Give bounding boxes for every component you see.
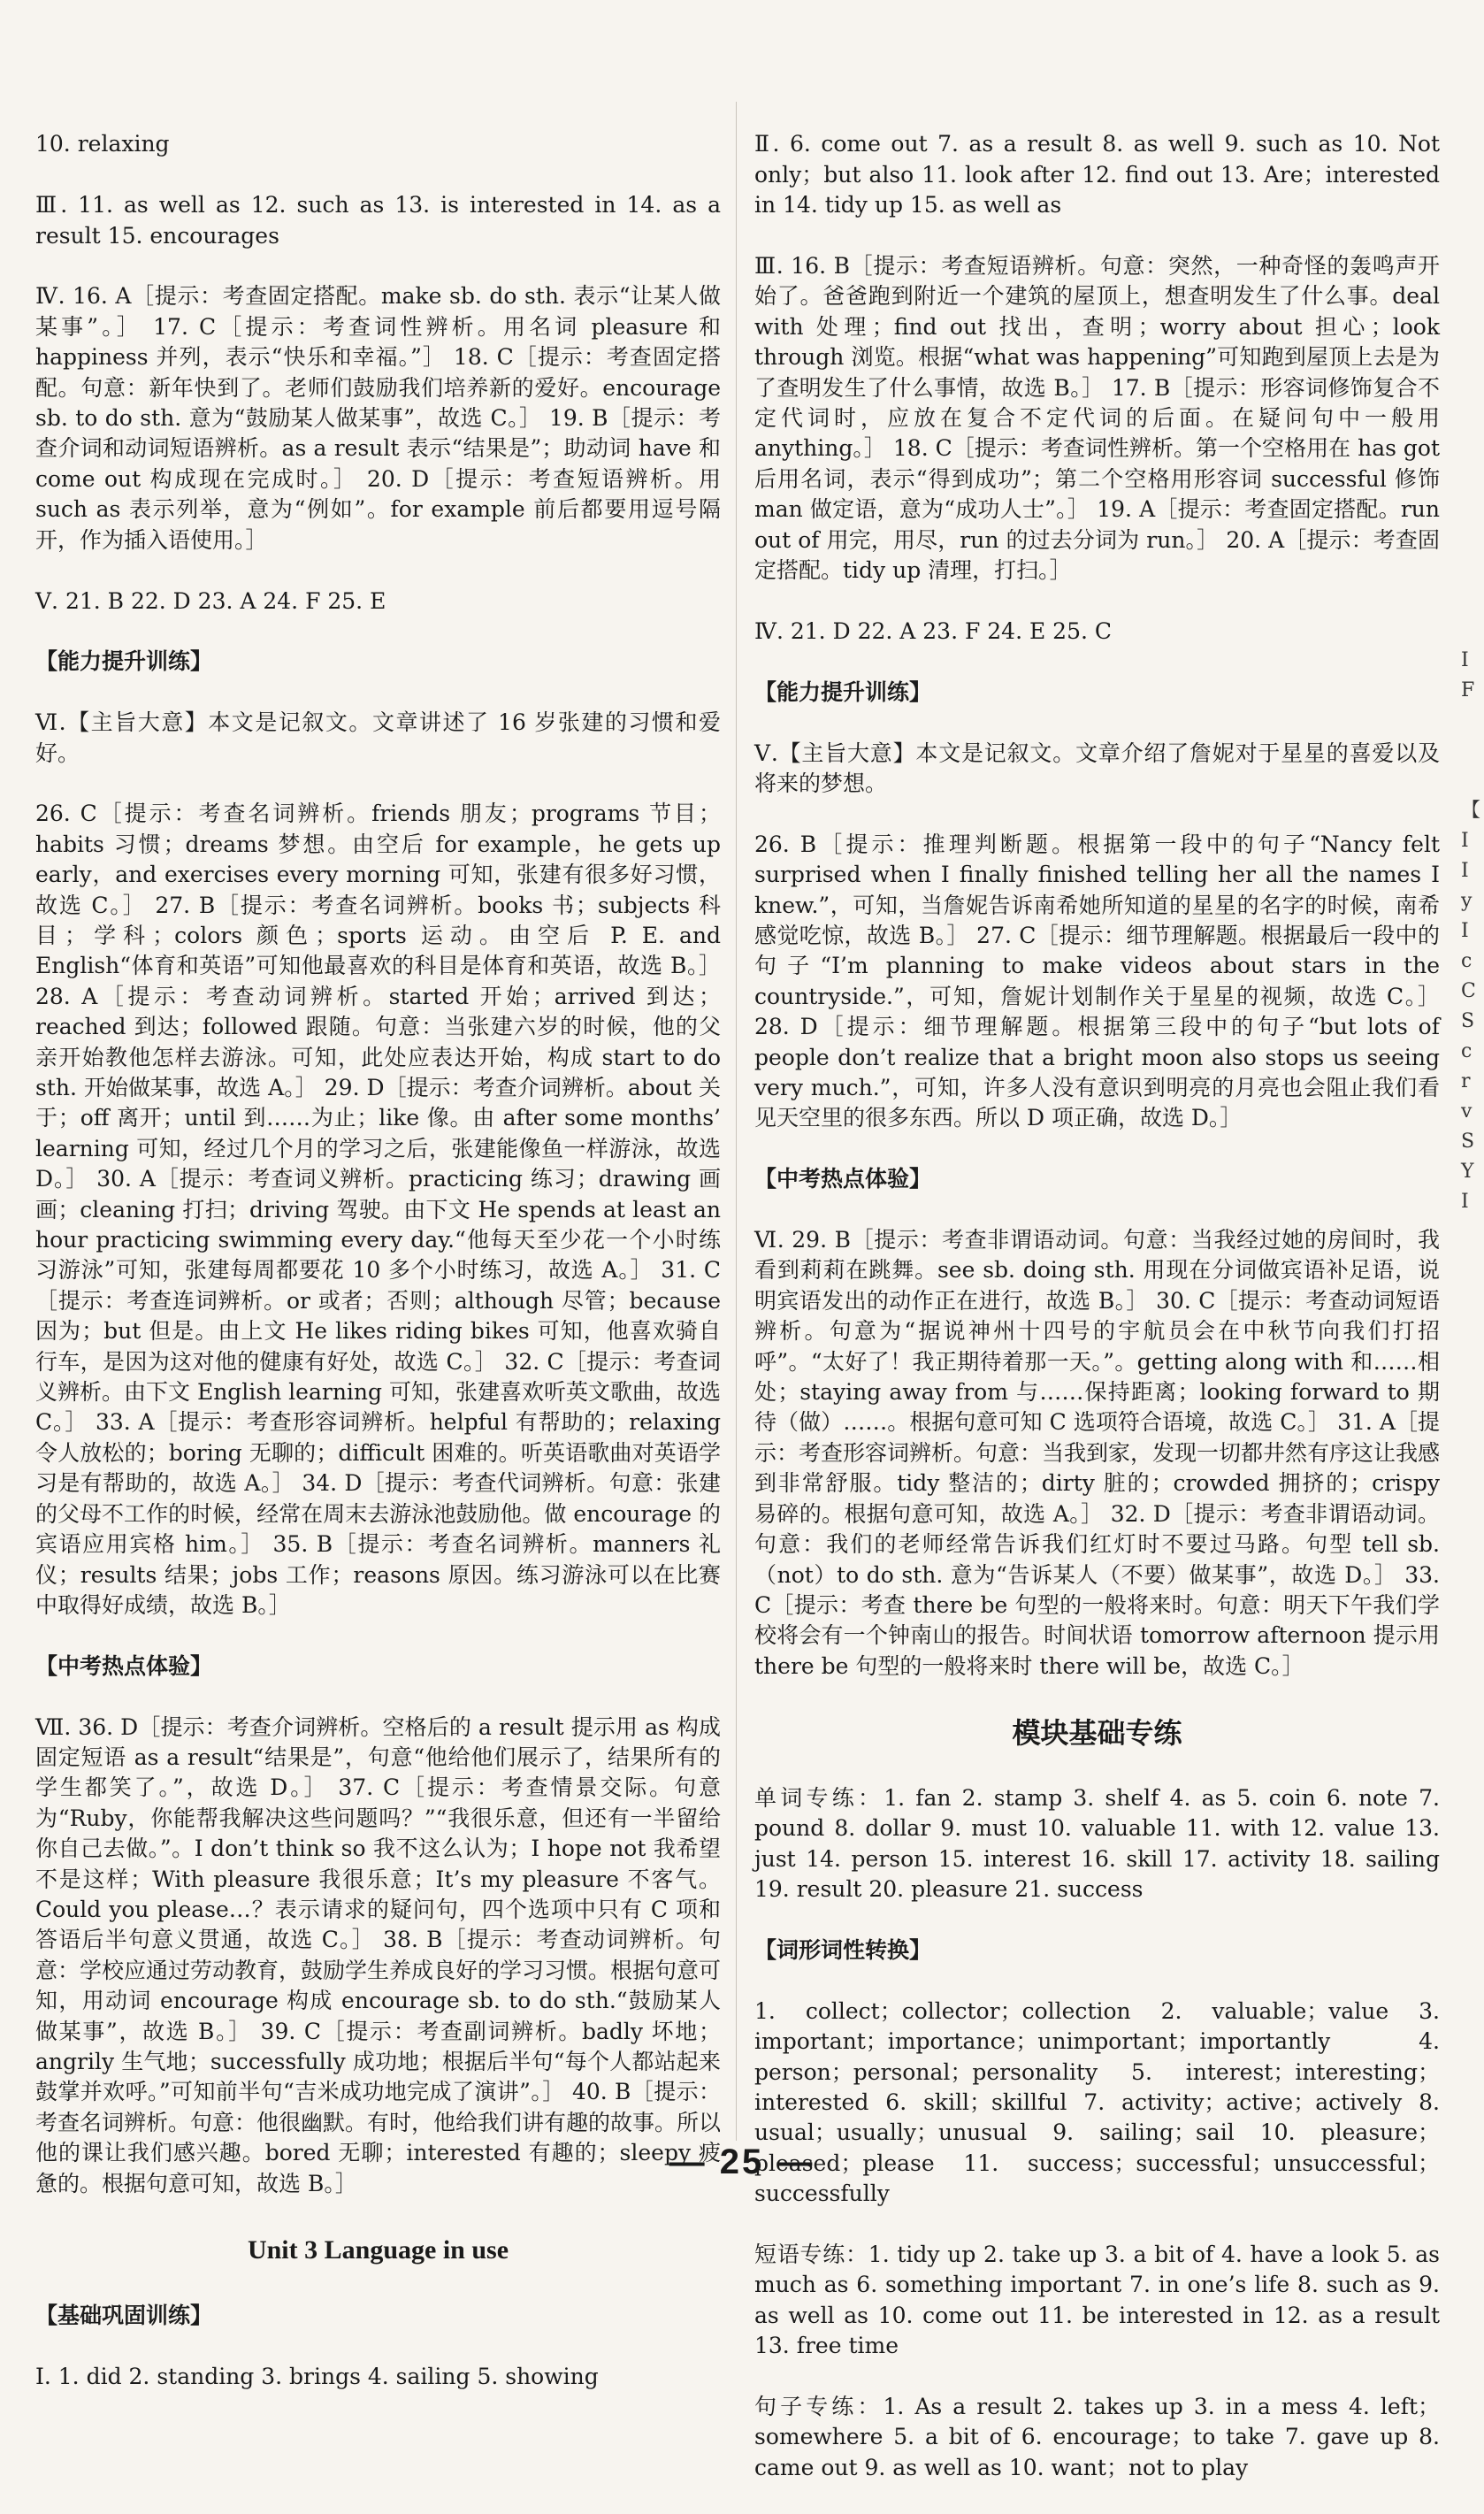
adjacent-page-edge: I F 【 I I y I c C S c r v S Y I (1461, 649, 1481, 1213)
unit-title: Unit 3 Language in use (247, 2235, 509, 2265)
section-heading-exam: 【中考热点体验】 (35, 1652, 213, 1679)
answer-section-6: 26. C［提示：考查名词辨析。friends 朋友；programs 节目；habits 习惯；dreams 梦想。由空后 for example，he gets up early，and exercises every morning 可知，张建有很多好习惯，故选 C。］ 27. B［提示：考查名词辨析。books 书；subjects 科目；学科；colors 颜色；sports 运动。由空后 P. E. and English“体育和英语”可知他最喜欢的科目是体育和英语，故选 B。］ 28. A［提示：考查动词辨析。started 开始；arrived 到达；reached 到达；followed 跟随。句意：当张建六岁的时候，他的父亲开始教他怎样去游泳。可知，此处应表达开始，构成 start to do sth. 开始做某事，故选 A。］ 29. D［提示：考查介词辨析。about 关于；off 离开；until 到……为止；like 像。由 after some months’ learning 可知，经过几个月的学习之后，张建能像鱼一样游泳，故选 D。］ 30. A［提示：考查词义辨析。practicing 练习；drawing 画画；cleaning 打扫；driving 驾驶。由下文 He spends at least an hour practicing swimming every day.“他每天至少花一个小时练习游泳”可知，张建每周都要花 10 多个小时练习，故选 A。］ 31. C［提示：考查连词辨析。or 或者；否则；although 尽管；because 因为；but 但是。由上文 He likes riding bikes 可知，他喜欢骑自行车，是因为这对他的健康有好处，故选 C。］ 32. C［提示：考查词义辨析。由下文 English learning 可知，张建喜欢听英文歌曲，故选 C。］ 33. A［提示：考查形容词辨析。helpful 有帮助的；relaxing 令人放松的；boring 无聊的；difficult 困难的。听英语歌曲对英语学习是有帮助的，故选 A。］ 34. D［提示：考查代词辨析。句意：张建的父母不工作的时候，经常在周末去游泳池鼓励他。做 encourage 的宾语应用宾格 him。］ 35. B［提示：考查名词辨析。manners 礼仪；results 结果；jobs 工作；reasons 原因。练习游泳可以在比赛中取得好成绩，故选 B。］ (35, 801, 721, 1618)
phrase-practice: 短语专练：1. tidy up 2. take up 3. a bit of 4. have a look 5. as much as 6. something important 7. in one’s life 8. such as 9. as well as 10. come out 11. be interested in 12. as a result 13. free time (754, 2242, 1440, 2359)
answer-line: 10. relaxing (35, 131, 170, 157)
section-heading-ability-2: 【能力提升训练】 (754, 678, 932, 705)
main-idea-6: Ⅵ.【主旨大意】本文是记叙文。文章讲述了 16 岁张建的习惯和爱好。 (35, 709, 721, 766)
answer-section-3b: Ⅲ. 16. B［提示：考查短语辨析。句意：突然，一种奇怪的轰鸣声开始了。爸爸跑到附近一个建筑的屋顶上，想查明发生了什么事。deal with 处理；find out 找出，查明；worry about 担心；look through 浏览。根据“what was happening”可知跑到屋顶上去是为了查明发生了什么事情，故选 B。］ 17. B［提示：形容词修饰复合不定代词时，应放在复合不定代词的后面。在疑问句中一般用 anything。］ 18. C［提示：考查词性辨析。第一个空格用在 has got 后用名词，表示“得到成功”；第二个空格用形容词 successful 修饰 man 做定语，意为“成功人士”。］ 19. A［提示：考查固定搭配。run out of 用完，用尽，run 的过去分词为 run。］ 20. A［提示：考查固定搭配。tidy up 清理，打扫。］ (754, 253, 1440, 584)
module-title: 模块基础专练 (1012, 1715, 1182, 1750)
section-heading-exam-2: 【中考热点体验】 (754, 1166, 932, 1192)
main-idea-5: Ⅴ.【主旨大意】本文是记叙文。文章介绍了詹妮对于星星的喜爱以及将来的梦想。 (754, 740, 1440, 796)
word-form-heading: 【词形词性转换】 (754, 1936, 932, 1963)
word-form-answers: 1. collect；collector；collection 2. valuable；value 3. important；importance；unimportant；importantly 4. person；personal；personality 5. interest；interesting；interested 6. skill；skillful 7. activity；active；actively 8. usual；usually；unusual 9. sailing；sail 10. pleasure；pleased；please 11. success；successful；unsuccessful；successfully (754, 1997, 1440, 2207)
answer-section-1: Ⅰ. 1. did 2. standing 3. brings 4. sailing 5. showing (35, 2363, 599, 2389)
section-heading-ability: 【能力提升训练】 (35, 648, 213, 675)
answer-section-6b: Ⅵ. 29. B［提示：考查非谓语动词。句意：当我经过她的房间时，我看到莉莉在跳舞。see sb. doing sth. 用现在分词做宾语补足语，说明宾语发出的动作正在进行，故选 B。］ 30. C［提示：考查动词短语辨析。句意为“据说神州十四号的宇航员会在中秋节向我们打招呼”。“太好了！我正期待着那一天。”。getting along with 和……相处；staying away from 与……保持距离；looking forward to 期待（做）……。根据句意可知 C 选项符合语境，故选 C。］ 31. A［提示：考查形容词辨析。句意：当我到家，发现一切都井然有序这让我感到非常舒服。tidy 整洁的；dirty 脏的；crowded 拥挤的；crispy 易碎的。根据句意可知，故选 A。］ 32. D［提示：考查非谓语动词。句意：我们的老师经常告诉我们红灯时不要过马路。句型 tell sb.（not）to do sth. 意为“告诉某人（不要）做某事”，故选 D。］ 33. C［提示：考查 there be 句型的一般将来时。句意：明天下午我们学校将会有一个钟南山的报告。时间状语 tomorrow afternoon 提示用 there be 句型的一般将来时 there will be，故选 C。］ (754, 1227, 1441, 1679)
sentence-practice: 句子专练：1. As a result 2. takes up 3. in a mess 4. left；somewhere 5. a bit of 6. encourage；to take 7. gave up 8. came out 9. as well as 10. want；not to play (754, 2394, 1440, 2480)
answer-section-5b: 26. B［提示：推理判断题。根据第一段中的句子“Nancy felt surprised when I finally finished telling her all the names I knew.”，可知，当詹妮告诉南希她所知道的星星的名字的时候，南希感觉吃惊，故选 B。］ 27. C［提示：细节理解题。根据最后一段中的句子“I’m planning to make videos about stars in the countryside.”，可知，詹妮计划制作关于星星的视频，故选 C。］ 28. D［提示：细节理解题。根据第三段中的句子“but lots of people don’t realize that a bright moon also stops us seeing very much.”，可知，许多人没有意识到明亮的月亮也会阻止我们看见天空里的很多东西。所以 D 项正确，故选 D。］ (754, 831, 1440, 1131)
answer-section-4: Ⅳ. 16. A［提示：考查固定搭配。make sb. do sth. 表示“让某人做某事”。］ 17. C［提示：考查词性辨析。用名词 pleasure 和 happiness 并列，表示“快乐和幸福。”］ 18. C［提示：考查固定搭配。句意：新年快到了。老师们鼓励我们培养新的爱好。encourage sb. to do sth. 意为“鼓励某人做某事”，故选 C。］ 19. B［提示：考查介词和动词短语辨析。as a result 表示“结果是”；助动词 have 和 come out 构成现在完成时。］ 20. D［提示：考查短语辨析。用 such as 表示列举，意为“例如”。for example 前后都要用逗号隔开，作为插入语使用。］ (35, 283, 721, 553)
left-column (35, 99, 721, 2422)
word-practice: 单词专练：1. fan 2. stamp 3. shelf 4. as 5. coin 6. note 7. pound 8. dollar 9. must 10. valuable 11. with 12. value 13. just 14. person 15. interest 16. skill 17. activity 18. sailing 19. result 20. pleasure 21. success (754, 1784, 1440, 1903)
section-heading-basic: 【基础巩固训练】 (35, 2302, 213, 2328)
answer-section-7: Ⅶ. 36. D［提示：考查介词辨析。空格后的 a result 提示用 as 构成固定短语 as a result“结果是”，句意“他给他们展示了，结果所有的学生都笑了。”，故选 D。］ 37. C［提示：考查情景交际。句意为“Ruby，你能帮我解决这些问题吗？”“我很乐意，但还有一半留给你自己去做。”。I don’t think so 我不这么认为；I hope not 我希望不是这样；With pleasure 我很乐意；It’s my pleasure 不客气。Could you please…？表示请求的疑问句，四个选项中只有 C 项和答语后半句意义贯通，故选 C。］ 38. B［提示：考查动词辨析。句意：学校应通过劳动教育，鼓励学生养成良好的学习习惯。根据句意可知，用动词 encourage 构成 encourage sb. to do sth.“鼓励某人做某事”，故选 B。］ 39. C［提示：考查副词辨析。badly 坏地；angrily 生气地；successfully 成功地；根据后半句“每个人都站起来鼓掌并欢呼。”可知前半句“吉米成功地完成了演讲”。］ 40. B［提示：考查名词辨析。句意：他很幽默。有时，他给我们讲有趣的故事。所以他的课让我们感兴趣。bored 无聊；interested 有趣的；sleepy 疲惫的。根据句意可知，故选 B。］ (35, 1713, 722, 2196)
page-number: — 25 — (669, 2142, 815, 2181)
answer-section-5: Ⅴ. 21. B 22. D 23. A 24. F 25. E (35, 587, 386, 614)
column-divider (736, 102, 737, 2141)
answer-section-4b: Ⅳ. 21. D 22. A 23. F 24. E 25. C (754, 617, 1113, 644)
answer-section-3: Ⅲ. 11. as well as 12. such as 13. is interested in 14. as a result 15. encourages (35, 192, 721, 249)
answer-section-2: Ⅱ. 6. come out 7. as a result 8. as well 9. such as 10. Not only；but also 11. look after 12. find out 13. Are；interested in 14. tidy up 15. as well as (754, 131, 1440, 218)
